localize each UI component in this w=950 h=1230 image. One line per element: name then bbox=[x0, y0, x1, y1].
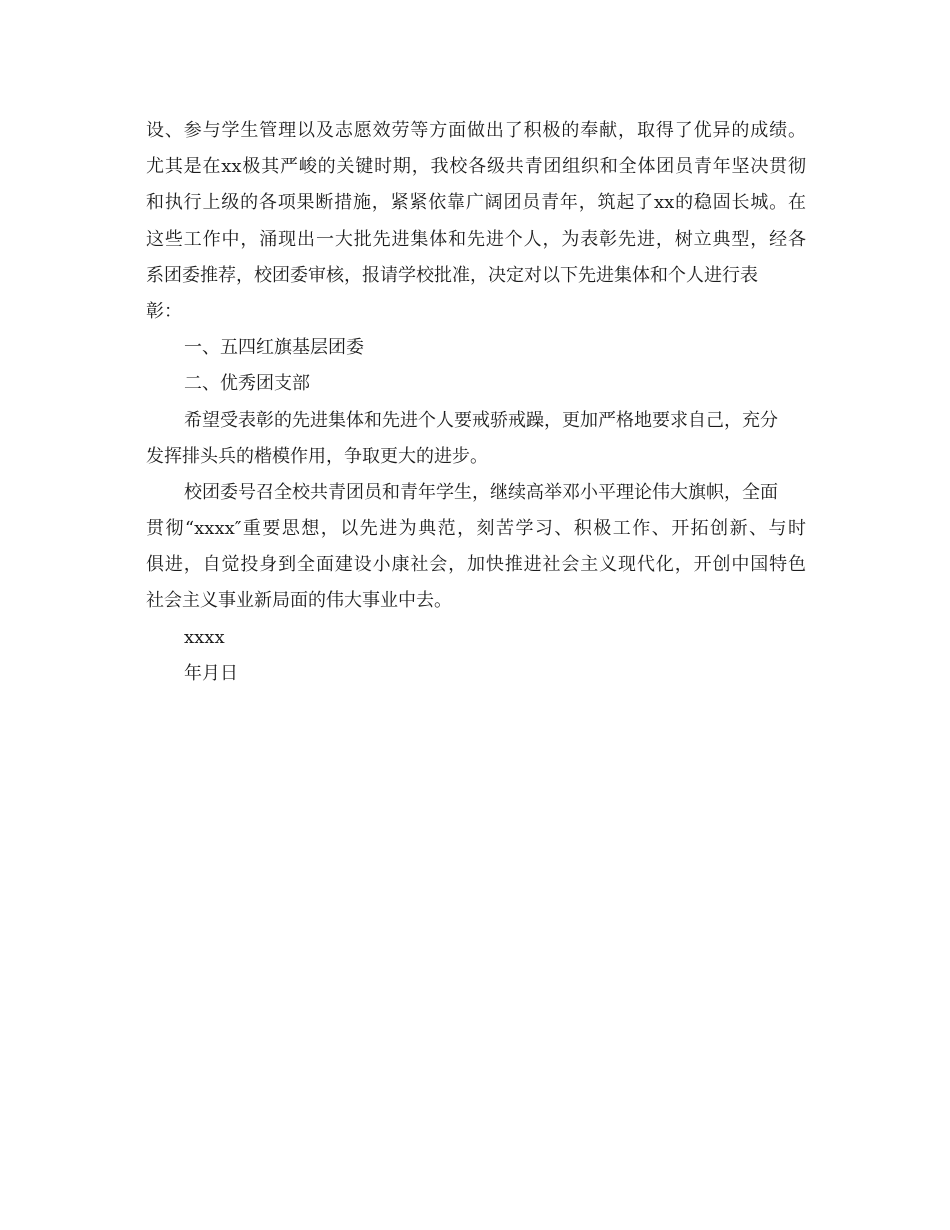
text-line: 彰： bbox=[146, 300, 182, 322]
text-line: 发挥排头兵的楷模作用，争取更大的进步。 bbox=[146, 445, 488, 467]
text-line: 俱进，自觉投身到全面建设小康社会，加快推进社会主义现代化，开创中国特色 bbox=[146, 554, 806, 576]
text-line: 校团委号召全校共青团员和青年学生，继续高举邓小平理论伟大旗帜，全面 bbox=[184, 481, 778, 503]
list-item-excellent-branch: 二、优秀团支部 bbox=[184, 373, 310, 395]
text-line: 贯彻“xxxx″重要思想，以先进为典范，刻苦学习、积极工作、开拓创新、与时 bbox=[146, 518, 806, 540]
text-line: 社会主义事业新局面的伟大事业中去。 bbox=[146, 590, 452, 612]
text-line: 希望受表彰的先进集体和先进个人要戒骄戒躁，更加严格地要求自己，充分 bbox=[184, 409, 778, 431]
signature-date: 年月日 bbox=[184, 662, 238, 684]
list-item-wusi-red-flag: 一、五四红旗基层团委 bbox=[184, 337, 364, 359]
text-line: 这些工作中，涌现出一大批先进集体和先进个人，为表彰先进，树立典型，经各 bbox=[146, 228, 806, 250]
text-line: 系团委推荐，校团委审核，报请学校批准，决定对以下先进集体和个人进行表 bbox=[146, 264, 758, 286]
document-body bbox=[146, 113, 806, 692]
signature-name: xxxx bbox=[184, 626, 225, 648]
text-line: 和执行上级的各项果断措施，紧紧依靠广阔团员青年，筑起了xx的稳固长城。在 bbox=[146, 192, 806, 214]
text-line: 尤其是在xx极其严峻的关键时期，我校各级共青团组织和全体团员青年坚决贯彻 bbox=[146, 156, 806, 178]
text-line: 设、参与学生管理以及志愿效劳等方面做出了积极的奉献，取得了优异的成绩。 bbox=[146, 120, 806, 141]
